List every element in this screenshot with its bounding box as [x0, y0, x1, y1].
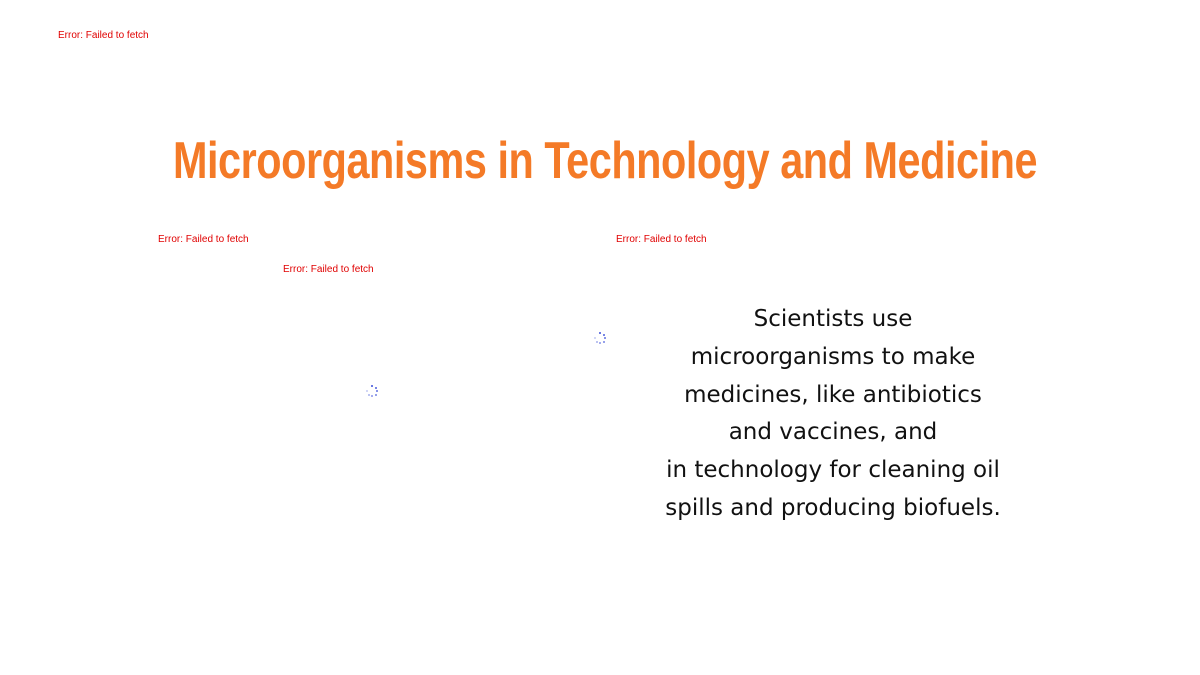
loading-spinner-icon: [594, 332, 606, 344]
body-line: in technology for cleaning oil: [666, 457, 1000, 484]
loading-spinner-icon: [366, 385, 378, 397]
slide-title: Microorganisms in Technology and Medicine: [172, 130, 1038, 190]
fetch-error-message: Error: Failed to fetch: [158, 234, 249, 245]
body-line: Scientists use: [753, 306, 913, 332]
slide-body-text: [640, 301, 1026, 528]
body-line: medicines, like antibiotics: [684, 381, 982, 408]
body-line: and vaccines, and: [728, 419, 938, 446]
body-line: spills and producing biofuels.: [665, 494, 1001, 521]
fetch-error-message: Error: Failed to fetch: [58, 30, 149, 41]
body-line: microorganisms to make: [690, 343, 976, 370]
fetch-error-message: Error: Failed to fetch: [283, 264, 374, 275]
fetch-error-message: Error: Failed to fetch: [616, 234, 707, 245]
